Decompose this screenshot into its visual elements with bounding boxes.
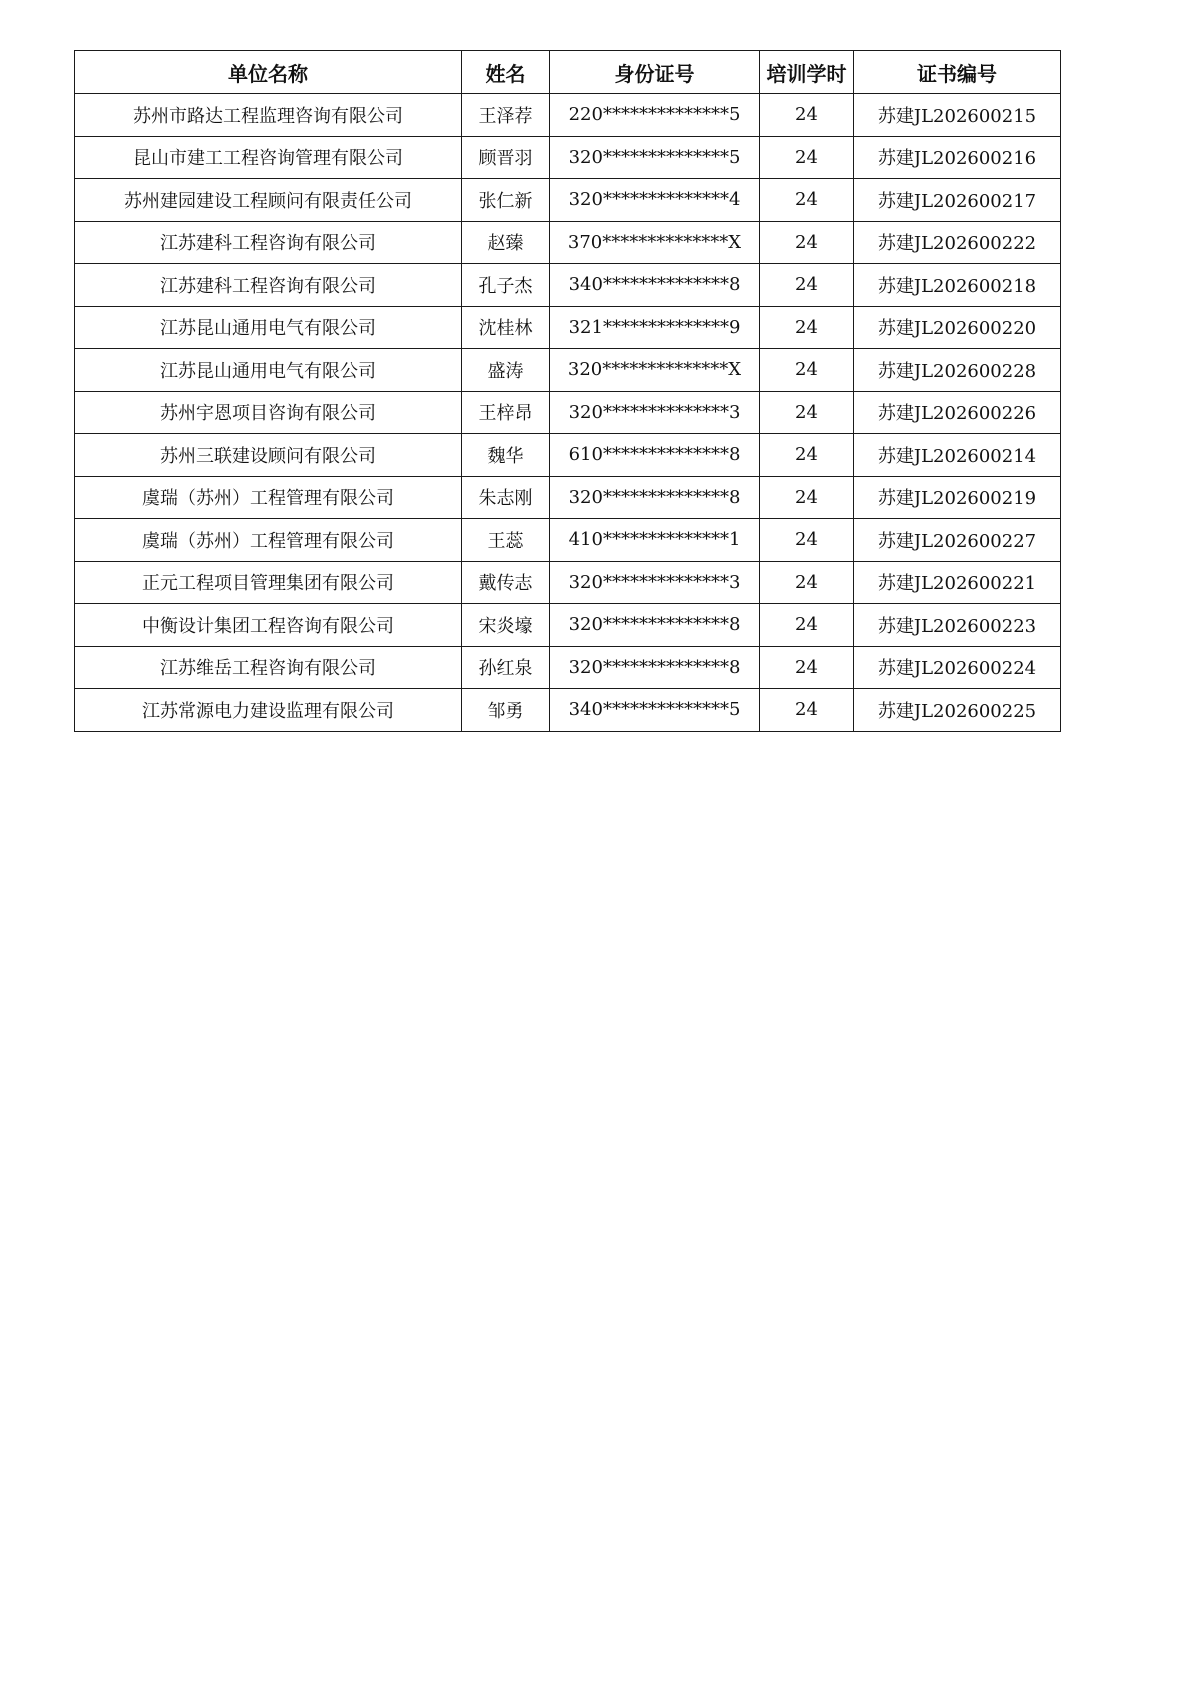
header-name: 姓名 <box>462 51 550 94</box>
id-number-cell: 370**************X <box>550 221 760 264</box>
table-row <box>75 519 1061 562</box>
table-row <box>75 136 1061 179</box>
id-number-cell: 320**************3 <box>550 561 760 604</box>
id-number-cell: 610**************8 <box>550 434 760 477</box>
certificate-number-cell: 苏建JL202600228 <box>854 349 1061 392</box>
certificate-number-cell: 苏建JL202600218 <box>854 264 1061 307</box>
company-cell: 正元工程项目管理集团有限公司 <box>75 561 462 604</box>
table-header <box>75 51 1061 94</box>
certificate-number-cell: 苏建JL202600219 <box>854 476 1061 519</box>
training-hours-cell: 24 <box>760 264 854 307</box>
name-cell: 邹勇 <box>462 689 550 732</box>
company-cell: 苏州建园建设工程顾问有限责任公司 <box>75 179 462 222</box>
training-hours-cell: 24 <box>760 434 854 477</box>
name-cell: 顾晋羽 <box>462 136 550 179</box>
training-hours-cell: 24 <box>760 561 854 604</box>
training-roster-table <box>74 50 1061 732</box>
table-row <box>75 306 1061 349</box>
training-hours-cell: 24 <box>760 179 854 222</box>
table-row <box>75 434 1061 477</box>
name-cell: 盛涛 <box>462 349 550 392</box>
certificate-number-cell: 苏建JL202600215 <box>854 94 1061 137</box>
certificate-number-cell: 苏建JL202600214 <box>854 434 1061 477</box>
company-cell: 江苏维岳工程咨询有限公司 <box>75 646 462 689</box>
table-row <box>75 476 1061 519</box>
company-cell: 苏州三联建设顾问有限公司 <box>75 434 462 477</box>
name-cell: 朱志刚 <box>462 476 550 519</box>
table-body <box>75 94 1061 732</box>
id-number-cell: 220**************5 <box>550 94 760 137</box>
table-row <box>75 349 1061 392</box>
name-cell: 宋炎壕 <box>462 604 550 647</box>
table-row <box>75 689 1061 732</box>
training-hours-cell: 24 <box>760 689 854 732</box>
company-cell: 中衡设计集团工程咨询有限公司 <box>75 604 462 647</box>
training-hours-cell: 24 <box>760 391 854 434</box>
id-number-cell: 321**************9 <box>550 306 760 349</box>
name-cell: 魏华 <box>462 434 550 477</box>
id-number-cell: 340**************8 <box>550 264 760 307</box>
id-number-cell: 320**************X <box>550 349 760 392</box>
training-hours-cell: 24 <box>760 136 854 179</box>
name-cell: 沈桂林 <box>462 306 550 349</box>
name-cell: 戴传志 <box>462 561 550 604</box>
table-row <box>75 179 1061 222</box>
training-hours-cell: 24 <box>760 306 854 349</box>
certificate-number-cell: 苏建JL202600220 <box>854 306 1061 349</box>
certificate-number-cell: 苏建JL202600223 <box>854 604 1061 647</box>
table-row <box>75 221 1061 264</box>
table-row <box>75 264 1061 307</box>
company-cell: 江苏建科工程咨询有限公司 <box>75 221 462 264</box>
name-cell: 张仁新 <box>462 179 550 222</box>
company-cell: 苏州宇恩项目咨询有限公司 <box>75 391 462 434</box>
name-cell: 孔子杰 <box>462 264 550 307</box>
company-cell: 昆山市建工工程咨询管理有限公司 <box>75 136 462 179</box>
certificate-number-cell: 苏建JL202600216 <box>854 136 1061 179</box>
name-cell: 赵臻 <box>462 221 550 264</box>
id-number-cell: 340**************5 <box>550 689 760 732</box>
table-row <box>75 604 1061 647</box>
certificate-number-cell: 苏建JL202600226 <box>854 391 1061 434</box>
id-number-cell: 320**************8 <box>550 476 760 519</box>
header-certificate-number: 证书编号 <box>854 51 1061 94</box>
company-cell: 江苏常源电力建设监理有限公司 <box>75 689 462 732</box>
company-cell: 江苏建科工程咨询有限公司 <box>75 264 462 307</box>
training-hours-cell: 24 <box>760 349 854 392</box>
header-training-hours: 培训学时 <box>760 51 854 94</box>
certificate-number-cell: 苏建JL202600224 <box>854 646 1061 689</box>
company-cell: 虞瑞（苏州）工程管理有限公司 <box>75 476 462 519</box>
table-row <box>75 94 1061 137</box>
training-hours-cell: 24 <box>760 476 854 519</box>
header-row <box>75 51 1061 94</box>
table-row <box>75 646 1061 689</box>
training-hours-cell: 24 <box>760 519 854 562</box>
training-hours-cell: 24 <box>760 604 854 647</box>
header-id-number: 身份证号 <box>550 51 760 94</box>
training-hours-cell: 24 <box>760 94 854 137</box>
name-cell: 王泽荐 <box>462 94 550 137</box>
id-number-cell: 320**************4 <box>550 179 760 222</box>
id-number-cell: 320**************8 <box>550 604 760 647</box>
certificate-number-cell: 苏建JL202600225 <box>854 689 1061 732</box>
certificate-number-cell: 苏建JL202600221 <box>854 561 1061 604</box>
training-hours-cell: 24 <box>760 221 854 264</box>
company-cell: 虞瑞（苏州）工程管理有限公司 <box>75 519 462 562</box>
name-cell: 王蕊 <box>462 519 550 562</box>
company-cell: 苏州市路达工程监理咨询有限公司 <box>75 94 462 137</box>
name-cell: 王梓昂 <box>462 391 550 434</box>
certificate-number-cell: 苏建JL202600227 <box>854 519 1061 562</box>
name-cell: 孙红泉 <box>462 646 550 689</box>
id-number-cell: 320**************3 <box>550 391 760 434</box>
id-number-cell: 320**************5 <box>550 136 760 179</box>
id-number-cell: 410**************1 <box>550 519 760 562</box>
certificate-number-cell: 苏建JL202600222 <box>854 221 1061 264</box>
table-row <box>75 561 1061 604</box>
header-company: 单位名称 <box>75 51 462 94</box>
company-cell: 江苏昆山通用电气有限公司 <box>75 349 462 392</box>
table-row <box>75 391 1061 434</box>
id-number-cell: 320**************8 <box>550 646 760 689</box>
company-cell: 江苏昆山通用电气有限公司 <box>75 306 462 349</box>
certificate-number-cell: 苏建JL202600217 <box>854 179 1061 222</box>
training-hours-cell: 24 <box>760 646 854 689</box>
